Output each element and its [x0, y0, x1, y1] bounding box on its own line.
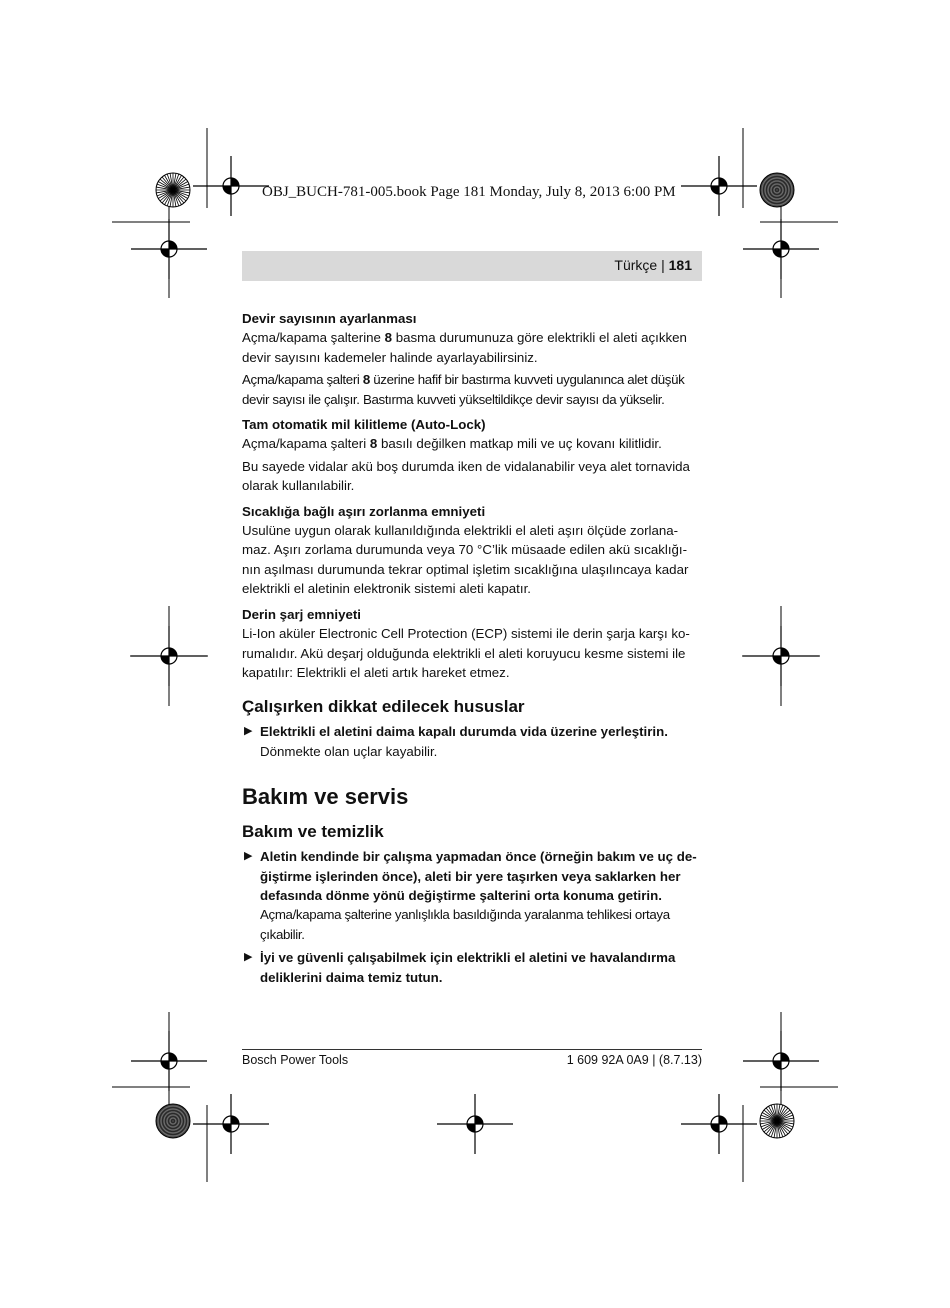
- bullet-item: ▶ Aletin kendinde bir çalışma yapmadan önce (örneğin bakım ve uç de-ğiştirme işlerinden önce), aleti bir yere taşırken veya saklarken her defasında dönme yönü değiştirme şalterini orta konuma getirin. Açma/kapama şalterine yanlışlıkla basıldığında yaralanma tehlikesi ortaya çıkabilir.: [244, 849, 697, 942]
- heading-autolock: Tam otomatik mil kilitleme (Auto-Lock): [242, 417, 486, 433]
- registration-target-icon: [437, 1094, 513, 1154]
- bullet-item: ▶ İyi ve güvenli çalışabilmek için elektrikli el aletini ve havalandırma deliklerini daima temiz tutun.: [244, 950, 676, 985]
- reference-number: 8: [384, 330, 393, 346]
- registration-starburst-icon: [760, 173, 794, 207]
- registration-target-icon: [131, 219, 207, 279]
- header-separator: |: [661, 257, 665, 273]
- footer-doc-number: 1 609 92A 0A9 | (8.7.13): [566, 1053, 702, 1067]
- registration-target-icon: [743, 626, 819, 686]
- header-page-number: 181: [668, 257, 692, 273]
- autolock-paragraph-2: Bu sayede vidalar akü boş durumda iken de vidalanabilir veya alet tornavida olarak kullanılabilir.: [242, 458, 690, 494]
- book-slug-line: OBJ_BUCH-781-005.book Page 181 Monday, July 8, 2013 6:00 PM: [262, 184, 676, 200]
- registration-target-icon: [681, 156, 757, 216]
- heading-working-notes: Çalışırken dikkat edilecek hususlar: [242, 697, 525, 717]
- registration-target-icon: [131, 626, 207, 686]
- reference-number: 8: [369, 436, 378, 452]
- footer-rule: [242, 1049, 702, 1050]
- main-content: [242, 309, 702, 991]
- speed-paragraph-1: Açma/kapama şalterine 8 basma durumunuza göre elektrikli el aleti açıkken devir sayısını kademeler halinde ayarlayabilirsiniz.: [242, 330, 687, 365]
- registration-target-icon: [193, 156, 269, 216]
- registration-target-icon: [193, 1094, 269, 1154]
- heading-maintenance: Bakım ve temizlik: [242, 822, 384, 842]
- section-title-service: Bakım ve servis: [242, 784, 409, 810]
- bullet-item: ▶ Elektrikli el aletini daima kapalı durumda vida üzerine yerleştirin. Dönmekte olan uçlar kayabilir.: [244, 724, 668, 759]
- page-header-bar: [242, 251, 702, 281]
- registration-starburst-icon: [760, 1104, 794, 1138]
- header-language: Türkçe: [614, 257, 658, 273]
- bullet-arrow-icon: ▶: [244, 951, 253, 964]
- registration-starburst-icon: [156, 1104, 190, 1138]
- footer-publisher: Bosch Power Tools: [242, 1053, 349, 1067]
- heading-deep-discharge: Derin şarj emniyeti: [242, 606, 361, 622]
- registration-target-icon: [131, 1031, 207, 1091]
- heading-thermal: Sıcaklığa bağlı aşırı zorlanma emniyeti: [242, 503, 486, 519]
- page-header: [614, 257, 692, 273]
- registration-starburst-icon: [156, 173, 190, 207]
- bullet-arrow-icon: ▶: [244, 850, 253, 863]
- bullet-arrow-icon: ▶: [244, 725, 253, 738]
- registration-target-icon: [681, 1094, 757, 1154]
- registration-target-icon: [743, 1031, 819, 1091]
- deep-discharge-paragraph: Li-Ion aküler Electronic Cell Protection (ECP) sistemi ile derin şarja karşı ko-rumalıdır. Akü deşarj olduğunda elektrikli el aleti koruyucu kesme sistemi ile kapatılır: Elektrikli el aleti artık hareket etmez.: [242, 626, 690, 680]
- autolock-paragraph-1: Açma/kapama şalteri 8 basılı değilken matkap mili ve uç kovanı kilitlidir.: [242, 436, 662, 452]
- registration-target-icon: [743, 219, 819, 279]
- heading-speed: Devir sayısının ayarlanması: [242, 311, 417, 326]
- speed-paragraph-2: Açma/kapama şalteri 8 üzerine hafif bir bastırma kuvveti uygulanınca alet düşük devir sayısı ile çalışır. Bastırma kuvveti yükseltildikçe devir sayısı da yükselir.: [242, 372, 685, 407]
- thermal-paragraph: Usulüne uygun olarak kullanıldığında elektrikli el aleti aşırı ölçüde zorlana-maz. Aşırı zorlama durumunda veya 70 °C’lik müsaade edilen akü sıcaklığı-nın aşılması durumunda tekrar optimal işletim sıcaklığına ulaşılıncaya kadar elektrikli el aletinin elektronik sistemi aleti kapatır.: [242, 523, 689, 597]
- reference-number: 8: [362, 372, 370, 388]
